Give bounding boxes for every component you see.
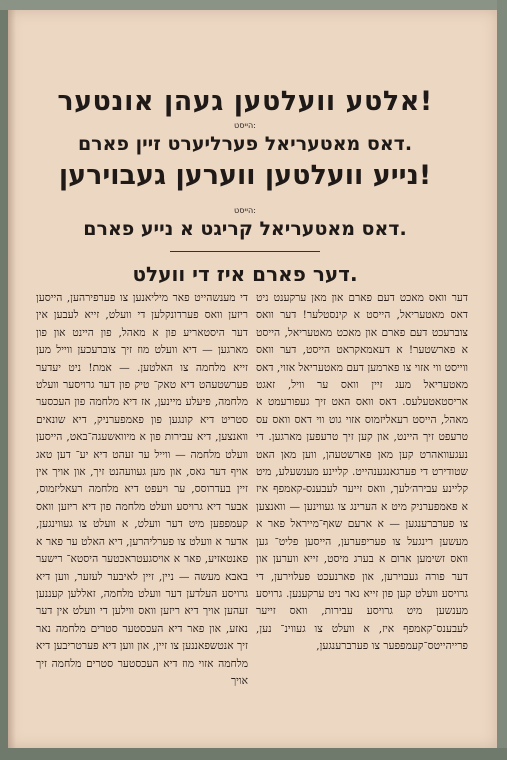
text-column-right bbox=[256, 290, 468, 745]
headline-old-worlds: !אלטע וועלטען געהן אונטער bbox=[57, 86, 433, 117]
headline-material-loses-form: .דאס מאטעריאל פערליערט זיין פארם bbox=[77, 133, 413, 155]
column-left-text: די מענשהייט פאר מיליאנען צו פערפירהען, הייסען ריזען וואס פערדונקלען די וועלט, זייא לעבען אין דער היסטאריע פון א מאהל, פון היינט און פון מארגען — דיא וועלט מוז זיך צוברעכען ווייל מען זייא מלחמה צו האלטען. — אמת! ניט יעדער פערשטעהט דיא טאק־ טיק פון דער גרויסער וועלט מלחמה, פיעלע מיינען, אז דיא מלחמה פון העכסער סטריט דיא קונגען פון פאמפערניק, דיא שונאים וואנצען, דיא עבירות פון א מיוואשעגה־באט, הייסען וועלט מלחמה — ווייל ער זעהט דיא יע־ דען טאג אויף דער גאס, און מען געוועהנט זיך, און אויך אין זיין בעדרוסס, ער ויעפט דיא מלחמה רעאליזמוס, אבער דיא גרויסע וועלט מלחמה פון דיא ריזען וואס קעמפפען מיט דער וועלט, א וועלט צו געווינגען, אדער א וועלט צו פערליהרען, דיא האלט ער פאר א פאנטאזיע, פאר א אויסגעטראכטער היסטא־ רישער באבא מעשה — ניין, זיין לאיבער לעזער, ווען דיא גרויסע העלדען דער וועלט מלחמה, זאללען קעננען זעהען אויך דיא ריזען וואס ווילען די וועלט אין דער נאזע, און פאר דיא העכסטער סטרים מלחמה נאר זיך אנטשפאננען צו זיין, און ווען דיא פערטריבען דיא מלחמה אזוי מוז דיא העכסטער סטרים מלחמה זיך אויך bbox=[36, 292, 248, 687]
page-edge-shadow bbox=[8, 10, 16, 748]
headline-material-new-form: .דאס מאטעריאל קריגט א נייע פארם bbox=[83, 218, 407, 240]
subheading-label-2: :הייסט bbox=[234, 206, 256, 215]
mount-board-top bbox=[0, 0, 507, 10]
mount-board-bottom bbox=[0, 748, 507, 760]
headline-new-worlds: !נייע וועלטען ווערען געבוירען bbox=[58, 160, 432, 191]
column-right-text: דער וואס מאכט דעם פארם און מאן ערקענט ניט דאס מאטעריאל, הייסט א קינסטלער! דער וואס צוברעכט דעם פארם און מאכט מאטעריאל, הייסט א פארשטער! א דעאמאקראט הייסט, דער וואס ווייסט ווי אזוי צו פארמען דעם מאטעריאל אזוי, דאס מאטעריאל מעג זיין וואס ער וויל, זאגט אריסטאטעלעס. דאס וואס האט זיך געפורעמט א מאהל, הייסט רעאליזמוס אזוי גוט ווי דאס וואס עס טרעפט זיך היינט, און קען זיך טרעפען מארגען. די נעגעוואהרט קען מאן פארשטעהן, ווען מאן האט שטודירט די פערגאנגענהייט. קליינע מענשעלע, מיט קליינע עבירה׳לעך, וואס זייער לעבענס-קאמפף איז א פאמפערניק מיט א הערינג צו געווינען — וואנצען צו פערברענגען — א ארעם שאף־מייראל פאר א מעשען רינגעל צו פעריפערען, הייסען פליט־ גען וואס זשימען ארום א בערג מיסט, זייא ווערען און דער פורה געבוירען, און פארנעכט פעלוירען, די גרויסע וועלט קען פון זייא נאר ניט ערקענען. גרויסע מענשען מיט גרויסע עבירות, וואס זייער לעבענס־קאמפף איז, א וועלט צו געווינ־ נען, פרייהייטס־קעמפפער צו פערברענגען, bbox=[256, 292, 468, 653]
section-title: .דער פארם איז די וועלט bbox=[132, 262, 358, 286]
section-divider bbox=[170, 251, 320, 252]
subheading-label-1: :הייסט bbox=[234, 121, 256, 130]
text-column-left bbox=[36, 290, 248, 745]
mount-board-right bbox=[497, 0, 507, 760]
